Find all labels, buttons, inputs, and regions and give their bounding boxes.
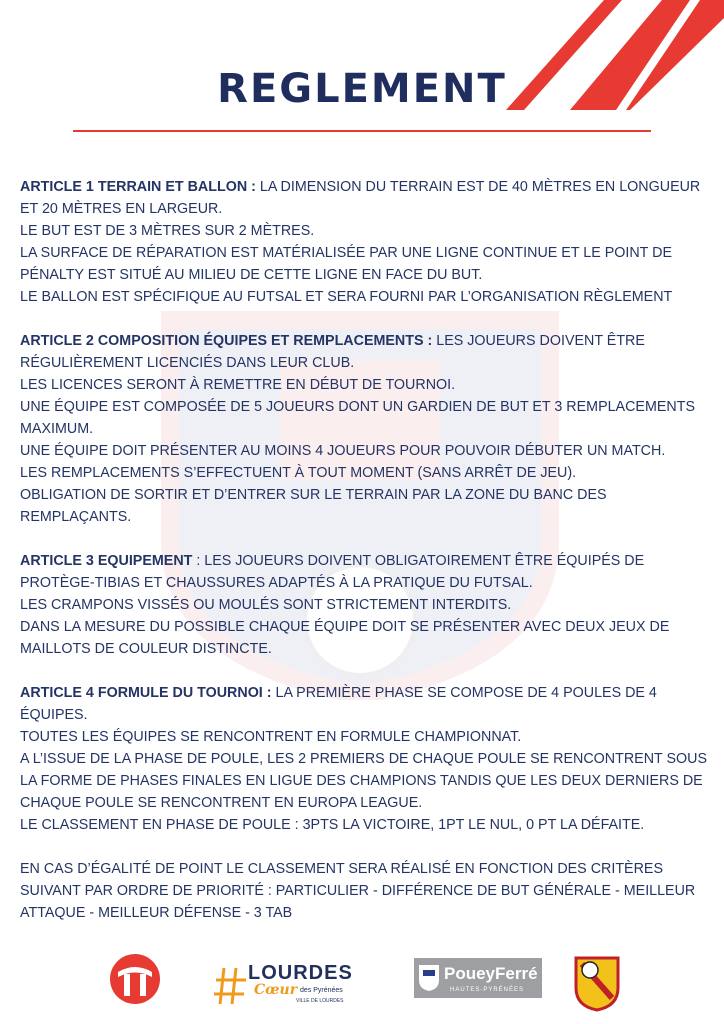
article-line: LE CLASSEMENT EN PHASE DE POULE : 3PTS LA VICTOIRE, 1PT LE NUL, 0 PT LA DÉFAITE. <box>20 817 645 833</box>
article-line: LE BUT EST DE 3 MÈTRES SUR 2 MÈTRES. <box>20 223 315 239</box>
article-text: LA PREMIÈRE PHASE SE COMPOSE DE 4 POULES DE 4 ÉQUIPES. <box>20 685 657 723</box>
article-line: LES REMPLACEMENTS S’EFFECTUENT À TOUT MOMENT (SANS ARRÊT DE JEU). <box>20 465 577 481</box>
article-4 <box>20 682 710 836</box>
tt-logo-icon <box>108 952 162 1006</box>
closing-text: EN CAS D’ÉGALITÉ DE POINT LE CLASSEMENT SERA RÉALISÉ EN FONCTION DES CRITÈRES SUIVANT PAR ORDRE DE PRIORITÉ : PARTICULIER - DIFFÉRENCE DE BUT GÉNÉRALE - MEILLEUR ATTAQUE - MEILLEUR DÉFENSE - 3 TAB <box>20 861 696 921</box>
article-line: LES LICENCES SERONT À REMETTRE EN DÉBUT DE TOURNOI. <box>20 377 456 393</box>
article-line: TOUTES LES ÉQUIPES SE RENCONTRENT EN FORMULE CHAMPIONNAT. <box>20 729 522 745</box>
article-line: OBLIGATION DE SORTIR ET D’ENTRER SUR LE TERRAIN PAR LA ZONE DU BANC DES REMPLAÇANTS. <box>20 487 607 525</box>
poueyferre-sub: HAUTES-PYRÉNÉES <box>450 987 525 993</box>
lourdes-name: LOURDES <box>248 962 353 984</box>
article-2 <box>20 330 710 528</box>
lourdes-des: des Pyrénées <box>300 987 343 994</box>
article-heading: ARTICLE 3 EQUIPEMENT <box>20 553 193 569</box>
article-text: : LES JOUEURS DOIVENT OBLIGATOIREMENT ÊTRE ÉQUIPÉS DE PROTÈGE-TIBIAS ET CHAUSSURES ADAPTÉS À LA PRATIQUE DU FUTSAL. <box>20 553 645 591</box>
hashtag-icon <box>214 966 248 1006</box>
article-3 <box>20 550 710 660</box>
article-1 <box>20 176 710 308</box>
article-paragraph <box>20 682 710 726</box>
lourdes-ville: VILLE DE LOURDES <box>296 998 344 1004</box>
page-title: REGLEMENT <box>217 66 507 112</box>
article-heading: ARTICLE 1 TERRAIN ET BALLON : <box>20 179 256 195</box>
article-line: UNE ÉQUIPE EST COMPOSÉE DE 5 JOUEURS DONT UN GARDIEN DE BUT ET 3 REMPLACEMENTS MAXIMUM. <box>20 399 695 437</box>
article-line: LES CRAMPONS VISSÉS OU MOULÉS SONT STRICTEMENT INTERDITS. <box>20 597 512 613</box>
article-paragraph <box>20 550 710 594</box>
article-heading: ARTICLE 4 FORMULE DU TOURNOI : <box>20 685 272 701</box>
article-heading: ARTICLE 2 COMPOSITION ÉQUIPES ET REMPLACEMENTS : <box>20 333 433 349</box>
crest-icon <box>418 964 440 992</box>
poueyferre-name: PoueyFerré <box>444 964 538 983</box>
title-underline <box>73 130 651 132</box>
article-paragraph <box>20 176 710 220</box>
rules-content <box>20 176 710 946</box>
poueyferre-logo <box>414 958 542 998</box>
article-line: LA SURFACE DE RÉPARATION EST MATÉRIALISÉE PAR UNE LIGNE CONTINUE ET LE POINT DE PÉNALTY EST SITUÉ AU MILIEU DE CETTE LIGNE EN FACE DU BUT. <box>20 245 672 283</box>
article-paragraph <box>20 330 710 374</box>
lourdes-tagline: Cœur <box>254 982 298 998</box>
sponsor-footer <box>0 948 724 1014</box>
article-line: LE BALLON EST SPÉCIFIQUE AU FUTSAL ET SERA FOURNI PAR L’ORGANISATION RÈGLEMENT <box>20 289 673 305</box>
article-line: DANS LA MESURE DU POSSIBLE CHAQUE ÉQUIPE DOIT SE PRÉSENTER AVEC DEUX JEUX DE MAILLOTS DE COULEUR DISTINCTE. <box>20 619 670 657</box>
article-line: UNE ÉQUIPE DOIT PRÉSENTER AU MOINS 4 JOUEURS POUR POUVOIR DÉBUTER UN MATCH. <box>20 443 666 459</box>
closing-paragraph <box>20 858 710 924</box>
article-line: A L’ISSUE DE LA PHASE DE POULE, LES 2 PREMIERS DE CHAQUE POULE SE RENCONTRENT SOUS LA FORME DE PHASES FINALES EN LIGUE DES CHAMPIONS TANDIS QUE LES DEUX DERNIERS DE CHAQUE POULE SE RENCONTRENT EN EUROPA LEAGUE. <box>20 751 707 811</box>
article-text: LES JOUEURS DOIVENT ÊTRE RÉGULIÈREMENT LICENCIÉS DANS LEUR CLUB. <box>20 333 645 371</box>
club-badge-icon <box>572 954 622 1012</box>
lourdes-logo <box>214 960 368 1008</box>
article-text: LA DIMENSION DU TERRAIN EST DE 40 MÈTRES EN LONGUEUR ET 20 MÈTRES EN LARGEUR. <box>20 179 701 217</box>
